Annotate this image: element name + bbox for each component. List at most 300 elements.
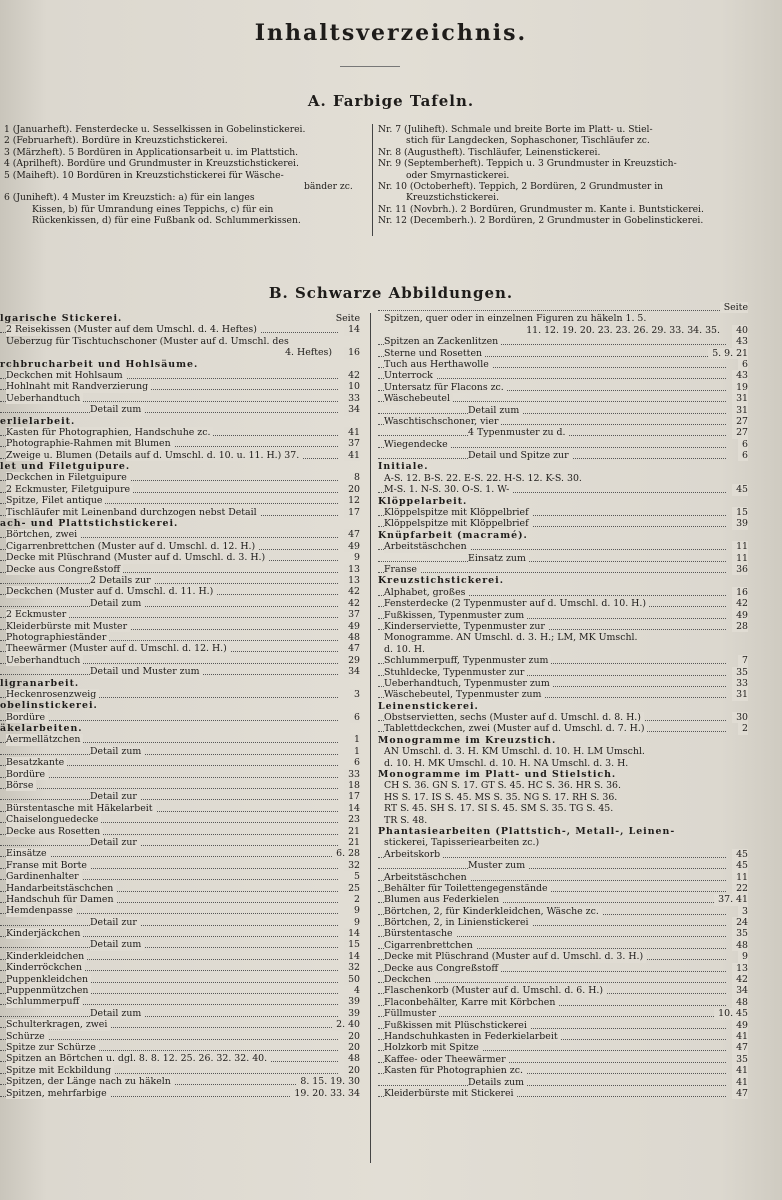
index-entry <box>0 689 360 700</box>
entry-label: Franse mit Borte <box>6 860 90 871</box>
entry-label: Kleiderbürste mit Stickerei <box>384 1088 517 1099</box>
title-rule <box>340 66 400 67</box>
index-entry <box>0 575 360 586</box>
entry-label: Chaiselonguedecke <box>6 814 101 825</box>
page-number: 47 <box>344 529 360 540</box>
index-entry <box>378 484 748 495</box>
entry-label: Börtchen, zwei <box>6 529 80 540</box>
entry-label: Detail zum <box>90 404 144 415</box>
index-entry <box>378 598 748 609</box>
entry-label: Fußkissen, Typenmuster zum <box>384 610 527 621</box>
entry-label: Flaconbehälter, Karre mit Körbchen <box>384 997 558 1008</box>
index-entry <box>0 1031 360 1042</box>
page-number: 49 <box>732 1020 748 1031</box>
entry-label: Klöppelarbeit. <box>378 495 468 507</box>
index-entry <box>378 393 748 404</box>
page-number: 6 <box>350 757 360 768</box>
index-entry <box>378 906 748 917</box>
index-entry <box>378 621 748 632</box>
section-heading <box>0 678 360 689</box>
page-number: 9 <box>350 552 360 563</box>
index-entry <box>0 1008 360 1019</box>
entry-label: Decke mit Plüschrand (Muster auf d. Umschl. d. 3. H.) <box>6 552 268 563</box>
index-entry <box>0 438 360 449</box>
entry-label: 2 Eckmuster <box>6 609 69 620</box>
page-number: 20 <box>344 1042 360 1053</box>
entry-label: Monogramme im Kreuzstich. <box>378 734 557 746</box>
entry-label: stickerei, Tapisseriearbeiten zc.) <box>384 837 540 849</box>
index-entry <box>0 564 360 575</box>
entry-label: Ueberhandtuch <box>6 655 83 666</box>
section-a-line: oder Smyrnastickerei. <box>406 169 510 181</box>
entry-label: Detail zum <box>90 1008 144 1019</box>
page-number: 43 <box>732 370 748 381</box>
entry-label: 2 Reisekissen (Muster auf dem Umschl. d. 4. Heftes) <box>6 324 260 335</box>
entry-label: Bordüre <box>6 769 48 780</box>
entry-label: Ueberhandtuch <box>6 393 83 404</box>
index-entry <box>0 917 360 928</box>
index-entry <box>378 667 748 678</box>
entry-label: M-S. 1. N-S. 30. O-S. 1. W- <box>384 484 512 495</box>
entry-label: Detail zur <box>90 917 140 928</box>
entry-label: Gardinenhalter <box>6 871 82 882</box>
entry-label: Phantasiearbeiten (Plattstich-, Metall-, Leinen- <box>378 825 676 837</box>
page-number: 22 <box>732 883 748 894</box>
index-entry <box>0 962 360 973</box>
page-number: 32 <box>344 860 360 871</box>
entry-label: Stuhldecke, Typenmuster zur <box>384 667 527 678</box>
entry-label: Kasten für Photographien zc. <box>384 1065 526 1076</box>
index-entry <box>0 495 360 506</box>
page-number: 49 <box>344 621 360 632</box>
page-number: Seite <box>720 302 748 313</box>
index-entry <box>0 541 360 552</box>
index-entry <box>378 587 748 598</box>
page-number: 14 <box>344 928 360 939</box>
index-entry <box>0 757 360 768</box>
section-a-line: 5 (Maiheft). 10 Bordüren in Kreuzstichstickerei für Wäsche- <box>4 169 284 181</box>
index-entry <box>0 370 360 381</box>
index-entry <box>0 472 360 483</box>
entry-label: Monogramme im Platt- und Stielstich. <box>378 769 617 781</box>
page-number: 10. 45 <box>714 1008 748 1019</box>
page-number: 12 <box>344 495 360 506</box>
page-number: 36 <box>732 564 748 575</box>
entry-label: Holzkorb mit Spitze <box>384 1042 482 1053</box>
entry-label: Bürstentasche <box>384 928 456 939</box>
page-number: 8. 15. 19. 30 <box>296 1076 360 1087</box>
page-number: 31 <box>732 689 748 700</box>
index-entry <box>0 894 360 905</box>
section-heading <box>0 313 360 324</box>
entry-label: Unterrock <box>384 370 436 381</box>
entry-label: Photographie-Rahmen mit Blumen <box>6 438 174 449</box>
index-entry <box>0 928 360 939</box>
index-entry <box>0 347 360 358</box>
entry-label: Knüpfarbeit (macramé). <box>378 529 528 541</box>
index-entry <box>378 792 748 803</box>
entry-label: Ueberhandtuch, Typenmuster zum <box>384 678 553 689</box>
entry-label: Wiegendecke <box>384 439 451 450</box>
page-number: 48 <box>732 940 748 951</box>
entry-label: Details zum <box>468 1077 527 1088</box>
entry-label: Photographieständer <box>6 632 109 643</box>
section-a-left <box>4 124 366 227</box>
index-entry <box>378 439 748 450</box>
page-title: Inhaltsverzeichnis. <box>254 20 528 46</box>
page-number: 17 <box>344 507 360 518</box>
index-entry <box>378 1065 748 1076</box>
page-number: 33 <box>344 769 360 780</box>
page-number: 9 <box>350 917 360 928</box>
section-heading <box>0 359 360 370</box>
page-number: 33 <box>732 678 748 689</box>
entry-label: Detail und Spitze zur <box>468 450 572 461</box>
page-number: 49 <box>344 541 360 552</box>
index-entry <box>378 1054 748 1065</box>
index-entry <box>378 1020 748 1031</box>
page-number: 11 <box>732 541 748 552</box>
page-number: 32 <box>344 962 360 973</box>
entry-label: Deckchen mit Hohlsaum <box>6 370 126 381</box>
section-heading <box>378 496 748 507</box>
page-number: 45 <box>732 849 748 860</box>
index-entry <box>0 1053 360 1064</box>
index-entry <box>378 928 748 939</box>
entry-label: rchbrucharbeit und Hohlsäume. <box>0 358 199 370</box>
section-heading <box>378 530 748 541</box>
entry-label: Kinderröckchen <box>6 962 85 973</box>
leader-dots <box>0 791 338 800</box>
index-entry <box>0 905 360 916</box>
entry-label: Obstservietten, sechs (Muster auf d. Umschl. d. 8. H.) <box>384 712 644 723</box>
index-entry <box>378 974 748 985</box>
index-entry <box>378 689 748 700</box>
entry-label: Fensterdecke (2 Typenmuster auf d. Umschl. d. 10. H.) <box>384 598 649 609</box>
entry-label: Spitze, Filet antique <box>6 495 105 506</box>
index-entry <box>0 996 360 1007</box>
section-a-line: Nr. 10 (Octoberheft). Teppich, 2 Bordüren, 2 Grundmuster in <box>378 180 664 192</box>
entry-label: Handschuhkasten in Federkielarbeit <box>384 1031 561 1042</box>
page-number: 50 <box>344 974 360 985</box>
index-entry <box>378 678 748 689</box>
entry-label: Einsatz zum <box>468 553 529 564</box>
entry-label: Deckchen in Filetguipure <box>6 472 130 483</box>
index-entry <box>378 1008 748 1019</box>
entry-label: Aermellätzchen <box>6 734 83 745</box>
page-number: 41 <box>732 1065 748 1076</box>
entry-label: 4. Heftes) <box>285 347 332 359</box>
index-entry <box>0 803 360 814</box>
section-a-divider <box>372 124 373 236</box>
index-entry <box>0 507 360 518</box>
entry-label: Hemdenpasse <box>6 905 76 916</box>
entry-label: Monogramme. AN Umschl. d. 3. H.; LM, MK Umschl. <box>384 632 638 644</box>
entry-label: Kasten für Photographien, Handschuhe zc. <box>6 427 213 438</box>
leader-dots <box>0 1031 338 1040</box>
index-entry <box>0 734 360 745</box>
page-number: 39 <box>732 518 748 529</box>
page-number: 14 <box>344 324 360 335</box>
index-entry <box>0 1019 360 1030</box>
entry-label: Spitzen, quer oder in einzelnen Figuren zu häkeln 1. 5. <box>384 313 647 325</box>
page-number: Seite <box>332 313 360 324</box>
index-entry <box>0 974 360 985</box>
entry-label: Handarbeitstäschchen <box>6 883 116 894</box>
index-entry <box>378 917 748 928</box>
section-a-line: Nr. 8 (Augustheft). Tischläufer, Leinenstickerei. <box>378 146 601 158</box>
index-entry <box>0 848 360 859</box>
entry-label: Schulterkragen, zwei <box>6 1019 110 1030</box>
entry-label: ligranarbeit. <box>0 677 80 689</box>
entry-label: Bordüre <box>6 712 48 723</box>
entry-label: Decke aus Congreßstoff <box>384 963 501 974</box>
page-number: 40 <box>732 325 748 336</box>
page-number: 45 <box>732 860 748 871</box>
page-number: 21 <box>344 826 360 837</box>
page-number: 27 <box>732 427 748 438</box>
section-heading <box>378 735 748 746</box>
index-entry <box>378 872 748 883</box>
page-number: 48 <box>344 632 360 643</box>
entry-label: Detail zum <box>90 598 144 609</box>
leader-dots <box>0 917 338 926</box>
index-entry <box>378 348 748 359</box>
page-number: 2. 40 <box>332 1019 360 1030</box>
entry-label: Spitze zur Schürze <box>6 1042 99 1053</box>
page-number: 8 <box>350 472 360 483</box>
section-b-heading: B. Schwarze Abbildungen. <box>268 284 514 302</box>
entry-label: Schlummerpuff <box>6 996 82 1007</box>
index-entry <box>378 427 748 438</box>
entry-label: Deckchen (Muster auf d. Umschl. d. 11. H.) <box>6 586 216 597</box>
page-number: 42 <box>732 974 748 985</box>
entry-label: Leinenstickerei. <box>378 700 479 712</box>
page-number: 13 <box>344 575 360 586</box>
page-number: 20 <box>344 484 360 495</box>
index-entry <box>0 791 360 802</box>
page-number: 30 <box>732 712 748 723</box>
index-entry <box>0 860 360 871</box>
entry-label: Blumen aus Federkielen <box>384 894 502 905</box>
entry-label: Franse <box>384 564 420 575</box>
entry-label: Füllmuster <box>384 1008 439 1019</box>
entry-label: Detail und Muster zum <box>90 666 203 677</box>
index-entry <box>0 814 360 825</box>
entry-label: Spitzen an Zackenlitzen <box>384 336 501 347</box>
index-entry <box>378 1077 748 1088</box>
index-entry <box>0 837 360 848</box>
leader-dots <box>378 860 726 869</box>
entry-label: Kinderjäckchen <box>6 928 83 939</box>
page-number: 13 <box>344 564 360 575</box>
entry-label: AN Umschl. d. 3. H. KM Umschl. d. 10. H. LM Umschl. <box>384 746 645 758</box>
entry-label: Kreuzstichstickerei. <box>378 575 504 587</box>
index-entry <box>0 621 360 632</box>
entry-label: Klöppelspitze mit Klöppelbrief <box>384 518 532 529</box>
page-number: 42 <box>344 598 360 609</box>
index-entry <box>0 769 360 780</box>
entry-label: Sterne und Rosetten <box>384 348 485 359</box>
section-heading <box>0 723 360 734</box>
section-a-line: 3 (Märzheft). 5 Bordüren in Applicationsarbeit u. im Plattstich. <box>4 146 299 158</box>
page-number: 27 <box>732 416 748 427</box>
entry-label: HS S. 17. IS S. 45. MS S. 35. NG S. 17. RH S. 36. <box>384 791 618 803</box>
index-entry <box>378 951 748 962</box>
page-number: 47 <box>344 643 360 654</box>
entry-label: Detail zum <box>90 746 144 757</box>
entry-label: Detail zum <box>468 405 522 416</box>
section-heading <box>0 416 360 427</box>
index-entry <box>0 336 360 347</box>
entry-label: TR S. 48. <box>384 814 428 826</box>
entry-label: Kinderkleidchen <box>6 951 87 962</box>
entry-label: RT S. 45. SH S. 17. SI S. 45. SM S. 35. TG S. 45. <box>384 803 614 815</box>
page-number: 41 <box>344 450 360 461</box>
section-a-line: Nr. 12 (Decemberh.). 2 Bordüren, 2 Grundmuster in Gobelinstickerei. <box>378 215 704 227</box>
page-number: 49 <box>732 610 748 621</box>
page-number: 41 <box>732 1031 748 1042</box>
index-entry <box>378 416 748 427</box>
page-number: 24 <box>732 917 748 928</box>
section-b-right-column <box>378 302 748 1099</box>
page-number: 6 <box>738 359 748 370</box>
page-number: 2 <box>350 894 360 905</box>
section-a-line: bänder zc. <box>304 180 353 192</box>
entry-label: Kinderserviette, Typenmuster zur <box>384 621 548 632</box>
index-entry <box>378 780 748 791</box>
entry-label: Arbeitskorb <box>384 849 443 860</box>
section-heading <box>0 700 360 711</box>
leader-dots <box>0 848 338 857</box>
page-number: 34 <box>344 666 360 677</box>
entry-label: Alphabet, großes <box>384 587 468 598</box>
entry-label: Fußkissen mit Plüschstickerei <box>384 1020 530 1031</box>
section-heading <box>378 769 748 780</box>
entry-label: Kaffee- oder Theewärmer <box>384 1054 509 1065</box>
entry-label: d. 10. H. <box>384 643 426 655</box>
leader-dots <box>0 939 338 948</box>
entry-label: Arbeitstäschchen <box>384 872 470 883</box>
entry-label: Puppenkleidchen <box>6 974 91 985</box>
entry-label: Spitzen an Börtchen u. dgl. 8. 8. 12. 25. 26. 32. 32. 40. <box>6 1053 270 1064</box>
entry-label: Puppenmützchen <box>6 985 91 996</box>
entry-label: Tuch aus Herthawolle <box>384 359 492 370</box>
page-number: 35 <box>732 667 748 678</box>
page-number: 21 <box>344 837 360 848</box>
index-entry <box>0 381 360 392</box>
entry-label: Detail zum <box>90 939 144 950</box>
index-entry <box>0 404 360 415</box>
entry-label: CH S. 36. GN S. 17. GT S. 45. HC S. 36. HR S. 36. <box>384 780 621 792</box>
index-entry <box>0 598 360 609</box>
section-heading <box>0 518 360 529</box>
index-entry <box>0 393 360 404</box>
page-number: 37 <box>344 438 360 449</box>
entry-label: Bürstentasche mit Häkelarbeit <box>6 803 156 814</box>
index-entry <box>0 1088 360 1099</box>
entry-label: Handschuh für Damen <box>6 894 117 905</box>
index-entry <box>378 1031 748 1042</box>
entry-label: Detail zur <box>90 791 140 802</box>
page-number: 3 <box>350 689 360 700</box>
page-number: 37. 41 <box>714 894 748 905</box>
page-number: 19. 20. 33. 34 <box>290 1088 360 1099</box>
index-entry <box>378 803 748 814</box>
entry-label: 11. 12. 19. 20. 23. 23. 26. 29. 33. 34. 35. <box>526 324 720 336</box>
page-number: 3 <box>738 906 748 917</box>
page-number: 5 <box>350 871 360 882</box>
page-number: 6 <box>738 450 748 461</box>
leader-dots <box>0 404 338 413</box>
section-a-line: Nr. 9 (Septemberheft). Teppich u. 3 Grundmuster in Kreuzstich- <box>378 158 677 170</box>
index-entry <box>0 985 360 996</box>
entry-label: A-S. 12. B-S. 22. E-S. 22. H-S. 12. K-S. 30. <box>384 472 582 484</box>
section-a-right <box>378 124 778 227</box>
page-number: 29 <box>344 655 360 666</box>
index-entry <box>0 427 360 438</box>
leader-dots <box>0 1008 338 1017</box>
index-entry <box>378 302 748 313</box>
page-number: 19 <box>732 382 748 393</box>
page-number: 14 <box>344 951 360 962</box>
entry-label: 2 Details zur <box>90 575 154 586</box>
section-a-line: Rückenkissen, d) für eine Fußbank od. Schlummerkissen. <box>32 215 301 227</box>
section-heading <box>378 826 748 837</box>
entry-label: Untersatz für Flacons zc. <box>384 382 507 393</box>
index-entry <box>0 1042 360 1053</box>
page-number: 41 <box>344 427 360 438</box>
section-a-line: Nr. 7 (Juliheft). Schmale und breite Borte im Platt- u. Stiel- <box>378 124 653 135</box>
page-number: 6 <box>350 712 360 723</box>
page-number: 13 <box>732 963 748 974</box>
page-number: 11 <box>732 553 748 564</box>
page-number: 17 <box>344 791 360 802</box>
leader-dots <box>0 746 338 755</box>
index-entry <box>0 666 360 677</box>
entry-label: Börse <box>6 780 36 791</box>
index-entry <box>378 336 748 347</box>
entry-label: Ueberzug für Tischtuchschoner (Muster auf d. Umschl. des <box>6 335 289 347</box>
index-entry <box>0 1076 360 1087</box>
section-a-line: stich für Langdecken, Sophaschoner, Tischläufer zc. <box>406 135 650 147</box>
page-number: 10 <box>344 381 360 392</box>
index-entry <box>378 985 748 996</box>
entry-label: Schürze <box>6 1031 48 1042</box>
entry-label: Spitzen, der Länge nach zu häkeln <box>6 1076 174 1087</box>
page-number: 2 <box>738 723 748 734</box>
entry-label: Einsätze <box>6 848 50 859</box>
index-entry <box>378 894 748 905</box>
page-number: 7 <box>738 655 748 666</box>
index-entry <box>378 632 748 643</box>
entry-label: Schlummerpuff, Typenmuster zum <box>384 655 551 666</box>
section-heading <box>378 461 748 472</box>
index-entry <box>0 609 360 620</box>
entry-label: erlielarbeit. <box>0 415 76 427</box>
index-entry <box>0 586 360 597</box>
page-number: 28 <box>732 621 748 632</box>
entry-label: Heckenrosenzweig <box>6 689 99 700</box>
leader-dots <box>378 1077 726 1086</box>
page-number: 15 <box>732 507 748 518</box>
page-number: 34 <box>344 404 360 415</box>
index-entry <box>378 644 748 655</box>
index-entry <box>378 849 748 860</box>
index-entry <box>0 1065 360 1076</box>
entry-label: Börtchen, 2, für Kinderkleidchen, Wäsche zc. <box>384 906 602 917</box>
section-a-line: Nr. 11 (Novbrh.). 2 Bordüren, Grundmuster m. Kante i. Buntstickerei. <box>378 203 704 215</box>
